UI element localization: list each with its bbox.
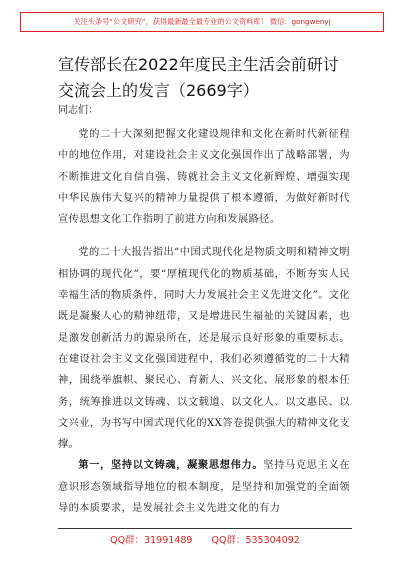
- document-body: [58, 124, 350, 519]
- page-title: 宣传部长在2022年度民主生活会前研讨交流会上的发言（2669字）: [58, 55, 339, 100]
- footer: [58, 532, 352, 546]
- paragraph-1: 党的二十大深刻把握文化建设规律和文化在新时代新征程中的地位作用，对建设社会主义文化强国作出了战略部署，为不断推进文化自信自强、铸就社会主义文化新辉煌、增强实现中华民族伟大复兴的精神力量提供了根本遵循，为做好新时代宣传思想文化工作指明了前进方向和发展路径。: [58, 129, 350, 226]
- paragraph-2: 党的二十大报告指出“中国式现代化是物质文明和精神文明相协调的现代化”，要“厚植现代化的物质基础，不断夯实人民幸福生活的物质条件，同时大力发展社会主义先进文化”。文化既是凝聚人心的精神纽带，又是增进民生福祉的关键因素，也是激发创新活力的源泉所在，还是展示良好形象的重要标志。在建设社会主义文化强国进程中，我们必须遵循党的二十大精神，围绕举旗帜、聚民心、育新人、兴文化、展形象的根本任务，统筹推进以文铸魂、以文载道、以文化人、以文惠民、以文兴业，为书写中国式现代化的XX答卷提供强大的精神文化支撑。: [58, 247, 350, 451]
- header-banner-text: 关注头条号“公文研究”，获得最新最全最专业的公文资料库！ 微信：gongwenyj: [73, 17, 331, 26]
- header-banner: [20, 12, 384, 32]
- paragraph-3: [58, 455, 350, 519]
- footer-qq-group-1: QQ群：31991489: [110, 535, 193, 546]
- section-heading: 第一，坚持以文铸魂，凝聚思想伟力。: [78, 460, 264, 472]
- footer-divider: [58, 528, 352, 529]
- greeting: 同志们：: [58, 105, 98, 116]
- paragraph-3-text: 坚持马克思主义在意识形态领域指导地位的根本制度，是坚持和加强党的全面领导的本质要求，是发展社会主义先进文化的有力: [58, 460, 350, 515]
- footer-qq-group-2: QQ群：535304092: [211, 535, 300, 546]
